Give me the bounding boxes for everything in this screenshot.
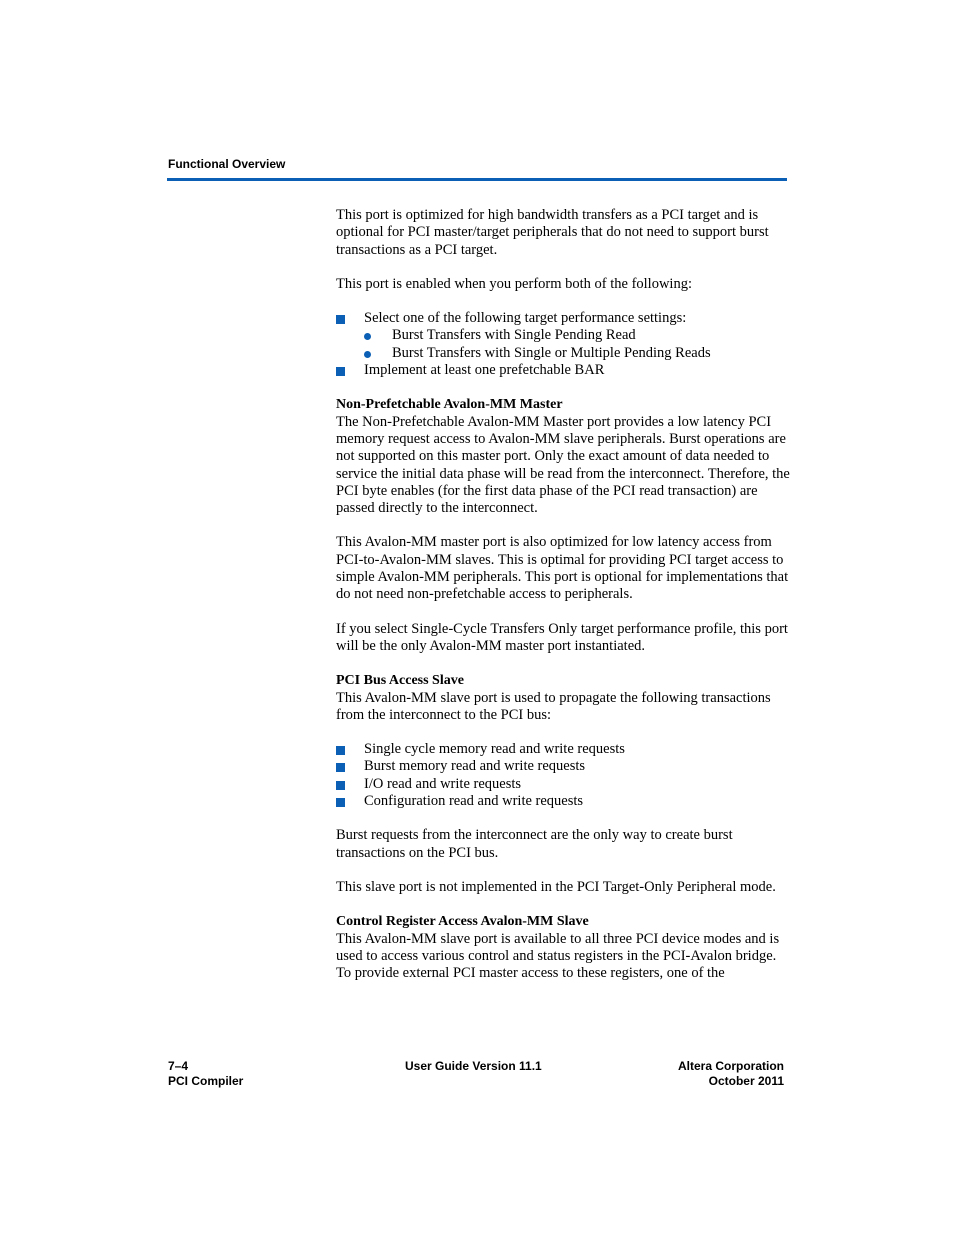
paragraph: The Non-Prefetchable Avalon-MM Master port provides a low latency PCI memory request access to Avalon-MM slave peripherals. Burst operations are not supported on this master port. Only the exact amount of data needed to service the initial data phase will be read from the interconnect. Therefore, the PCI byte enables (for the first data phase of the PCI read transaction) are passed directly to the interconnect.: [336, 413, 790, 517]
footer-center: [405, 1059, 542, 1074]
paragraph: This Avalon-MM slave port is used to propagate the following transactions from the interconnect to the PCI bus:: [336, 689, 771, 723]
publication-date: October 2011: [708, 1074, 784, 1088]
paragraph: This Avalon-MM slave port is available to all three PCI device modes and is used to access various control and status registers in the PCI-Avalon bridge. To provide external PCI master access to these registers, one of the: [336, 930, 780, 982]
footer-right: [600, 1059, 784, 1089]
page-body: [336, 207, 791, 999]
list-item: Single cycle memory read and write requests: [336, 741, 791, 758]
paragraph: This slave port is not implemented in the PCI Target-Only Peripheral mode.: [336, 878, 776, 895]
list-item: Configuration read and write requests: [336, 793, 791, 810]
list-item: Burst Transfers with Single Pending Read: [364, 327, 791, 344]
section-heading: PCI Bus Access Slave: [336, 673, 464, 689]
list-item: [336, 310, 791, 362]
list-item: Implement at least one prefetchable BAR: [336, 362, 791, 379]
section-heading: Non-Prefetchable Avalon-MM Master: [336, 397, 563, 413]
sub-bullet-list: [364, 327, 791, 362]
list-item: Burst Transfers with Single or Multiple Pending Reads: [364, 345, 791, 362]
paragraph: This port is enabled when you perform both of the following:: [336, 275, 692, 292]
company-name: Altera Corporation: [677, 1059, 784, 1073]
bullet-list: [336, 741, 791, 810]
product-name: PCI Compiler: [168, 1074, 244, 1088]
running-header: Functional Overview: [168, 157, 286, 171]
bullet-list: [336, 310, 791, 379]
paragraph: This Avalon-MM master port is also optimized for low latency access from PCI-to-Avalon-MM slaves. This is optimal for providing PCI target access to simple Avalon-MM peripherals. This port is optional for implementations that do not need non-prefetchable access to peripherals.: [336, 534, 789, 603]
paragraph: This port is optimized for high bandwidth transfers as a PCI target and is optional for PCI master/target peripherals that do not need to support burst transactions as a PCI target.: [336, 207, 769, 258]
guide-version: User Guide Version 11.1: [405, 1059, 542, 1073]
list-item: I/O read and write requests: [336, 776, 791, 793]
footer-left: [168, 1059, 243, 1089]
list-item-text: Select one of the following target performance settings:: [364, 310, 687, 327]
section-heading: Control Register Access Avalon-MM Slave: [336, 914, 589, 930]
paragraph: If you select Single-Cycle Transfers Only target performance profile, this port will be the only Avalon-MM master port instantiated.: [336, 620, 788, 654]
page-number: 7–4: [168, 1059, 189, 1073]
list-item: Burst memory read and write requests: [336, 758, 791, 775]
header-divider: [167, 178, 787, 181]
paragraph: Burst requests from the interconnect are the only way to create burst transactions on the PCI bus.: [336, 827, 733, 861]
